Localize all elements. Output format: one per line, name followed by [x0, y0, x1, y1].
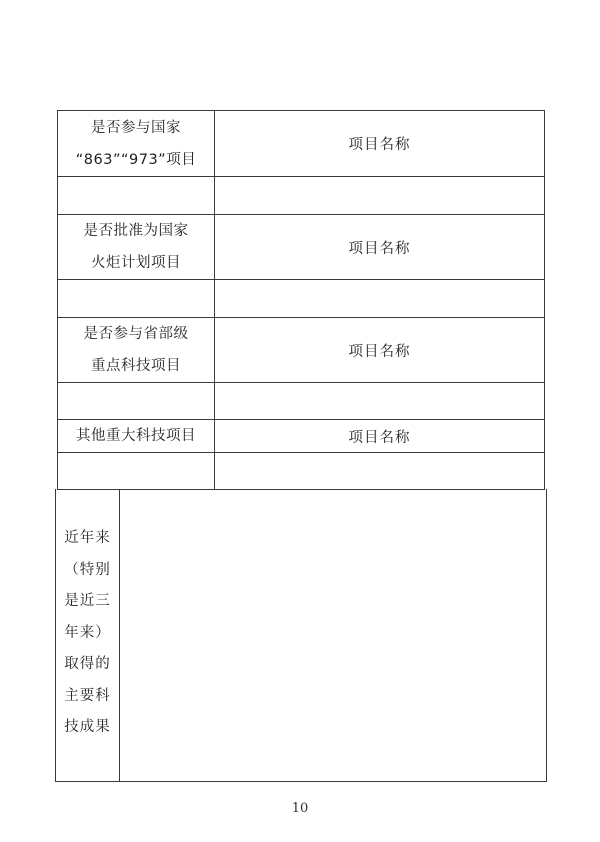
project-name-header: 项目名称 — [215, 111, 545, 177]
table-row — [58, 111, 545, 177]
national-863-973-answer-cell[interactable] — [58, 177, 215, 215]
page-number: 10 — [291, 801, 309, 816]
achievements-label: 近年来 （特别 是近三 年来） 取得的 主要科 技成果 — [56, 489, 120, 781]
torch-program-project-name-cell[interactable] — [215, 280, 545, 318]
table-row — [58, 453, 545, 490]
project-name-header: 项目名称 — [215, 420, 545, 453]
provincial-key-project-name-cell[interactable] — [215, 383, 545, 420]
other-major-project-answer-cell[interactable] — [58, 453, 215, 490]
table-row — [58, 215, 545, 280]
national-863-973-project-name-cell[interactable] — [215, 177, 545, 215]
achievements-content-area[interactable] — [120, 489, 546, 781]
table-row — [58, 177, 545, 215]
table-row — [58, 318, 545, 383]
other-major-project-name-cell[interactable] — [215, 453, 545, 490]
table-row — [58, 280, 545, 318]
project-table — [57, 110, 545, 490]
provincial-key-project-label: 是否参与省部级 重点科技项目 — [58, 318, 215, 383]
torch-program-answer-cell[interactable] — [58, 280, 215, 318]
national-863-973-label: 是否参与国家 “863”“973”项目 — [58, 111, 215, 177]
torch-program-label: 是否批准为国家 火炬计划项目 — [58, 215, 215, 280]
other-major-project-label: 其他重大科技项目 — [58, 420, 215, 453]
table-row — [58, 420, 545, 453]
table-row — [58, 383, 545, 420]
provincial-key-project-answer-cell[interactable] — [58, 383, 215, 420]
project-name-header: 项目名称 — [215, 318, 545, 383]
project-name-header: 项目名称 — [215, 215, 545, 280]
achievements-section — [55, 489, 547, 782]
project-participation-form — [57, 110, 545, 490]
